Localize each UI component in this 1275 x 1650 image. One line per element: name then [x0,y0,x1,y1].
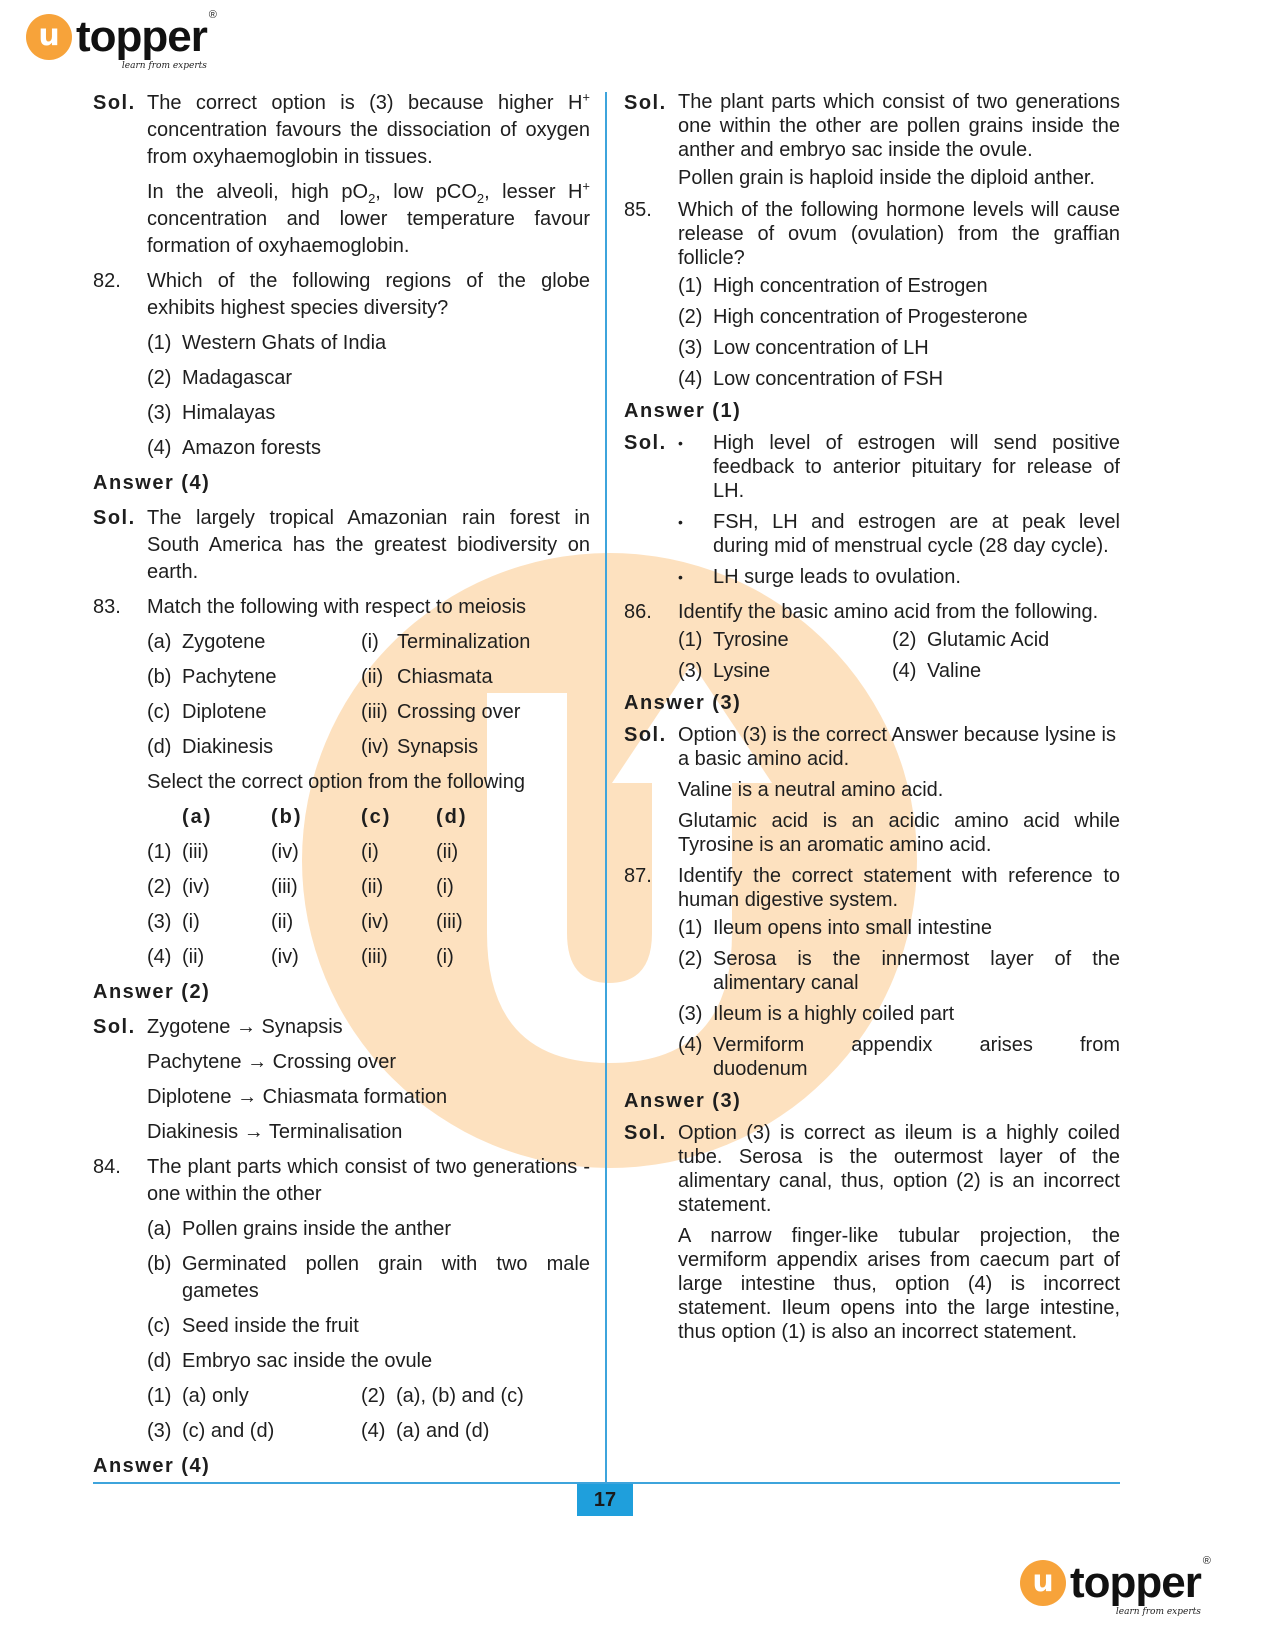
table-cell: (iii) [436,911,463,933]
items-84 [93,1216,590,1445]
option-number: (4) [678,368,703,390]
item-text: Germinated pollen grain with two male gametes [182,1253,590,1302]
logo-tagline: learn from experts [1115,1607,1201,1617]
question-82 [93,268,590,322]
item-label: (a) [147,1218,172,1240]
table-cell: (2) [147,876,172,898]
item-text: Pollen grains inside the anther [182,1218,452,1240]
match-left-label: (b) [147,666,172,688]
table-cell: (i) [436,946,454,968]
answer-86: Answer (3) [624,692,742,714]
option [678,367,1120,391]
item [147,1313,590,1340]
match-left-text: Pachytene [182,666,277,688]
item [147,1251,590,1305]
stage-event: Chiasmata formation [262,1086,448,1108]
option-text: High concentration of Estrogen [713,275,988,297]
sol-label: Sol. [624,724,667,746]
option-number: (2) [678,948,703,970]
option-number: (1) [147,1385,172,1407]
item-text: Embryo sac inside the ovule [182,1350,433,1372]
sol-paragraph: Valine is a neutral amino acid. [678,779,944,801]
option-text: Tyrosine [713,629,789,651]
sol-text-part: , lesser H [484,181,583,203]
logo-u-icon: u [1020,1560,1066,1606]
match-right-text: Crossing over [397,701,521,723]
superscript: + [582,89,590,105]
table-cell: (ii) [361,876,384,898]
sol-label: Sol. [624,432,667,454]
question-85 [624,198,1120,270]
solution-86 [624,723,1120,771]
sol-label: Sol. [624,1122,667,1144]
question-number: 87. [624,865,652,887]
question-number: 84. [93,1156,121,1178]
table-row [147,874,590,901]
option-number: (2) [678,306,703,328]
superscript: + [582,178,590,194]
logo-wordmark [76,9,217,71]
sol-text: The plant parts which consist of two generations one within the other are pollen grains inside the anther and embryo sac inside the ovule. [678,91,1120,161]
question-number: 85. [624,199,652,221]
match-right-label: (i) [361,631,379,653]
option-text: (c) and (d) [182,1420,275,1442]
question-83 [93,594,590,621]
match-left-label: (c) [147,701,171,723]
solution-85 [624,431,1120,596]
option-text: Serosa is the innermost layer of the alimentary canal [713,948,1120,994]
question-text: Which of the following regions of the globe exhibits highest species diversity? [147,270,590,319]
table-cell: (iii) [182,841,209,863]
question-text: The plant parts which consist of two generations - one within the other [147,1156,590,1205]
bullet-item [678,565,1120,589]
option-number: (1) [678,917,703,939]
sol-text-part: concentration favours the dissociation of oxygen from oxyhaemoglobin in tissues. [147,119,590,168]
option-number: (3) [678,337,703,359]
option-text: Madagascar [182,367,293,389]
option-number: (4) [678,1034,703,1056]
bullet-text: High level of estrogen will send positive feedback to anterior pituitary for release of LH. [713,432,1120,502]
answer-82: Answer (4) [93,472,211,494]
match-left-text: Zygotene [182,631,266,653]
option [892,628,1120,652]
bullet-text: LH surge leads to ovulation. [713,566,961,588]
question-number: 83. [93,596,121,618]
sol-label: Sol. [624,92,667,114]
table-cell: (ii) [182,946,205,968]
sol-text: The largely tropical Amazonian rain forest in South America has the greatest biodiversity on earth. [147,507,590,583]
stage-event: Terminalisation [268,1121,403,1143]
option [678,274,1120,298]
table-cell: (ii) [271,911,294,933]
table-header-cell: (d) [436,806,468,828]
match-row [147,734,590,761]
option-pair [147,1383,590,1410]
options-87 [624,916,1120,1081]
option-text: (a) only [182,1385,249,1407]
question-text: Identify the basic amino acid from the following. [678,601,1099,623]
table-cell: (iv) [271,841,299,863]
option-number: (2) [147,367,172,389]
logo-name: topper [76,12,207,61]
table-cell: (iii) [361,946,388,968]
option [147,365,590,392]
item [147,1348,590,1375]
option-number: (1) [147,332,172,354]
match-right-text: Terminalization [397,631,531,653]
table-header-cell: (c) [361,806,392,828]
question-text: Match the following with respect to meiosis [147,596,527,618]
table-header-cell: (b) [271,806,303,828]
logo-tagline: learn from experts [121,61,207,71]
arrow-icon: → [247,1051,268,1073]
match-left-text: Diplotene [182,701,267,723]
table-cell: (iv) [271,946,299,968]
bullet-icon: • [678,514,683,530]
sol-paragraph [93,179,590,260]
solution-83 [93,1014,590,1041]
option-number: (4) [147,437,172,459]
sol-paragraph: A narrow finger-like tubular projection, the vermiform appendix arises from caecum part of large intestine thus, option (4) is incorrect statement. Ileum opens into the large intestine, thus option (1) is also an incorrect statement. [678,1225,1120,1343]
match-right-label: (iii) [361,701,388,723]
option [678,336,1120,360]
option-text: Ileum opens into small intestine [713,917,993,939]
table-cell: (ii) [436,841,459,863]
item-label: (d) [147,1350,172,1372]
sol-line [147,1014,590,1041]
option-text: High concentration of Progesterone [713,306,1028,328]
option [147,1383,361,1410]
option [361,1383,590,1410]
select-instruction: Select the correct option from the following [147,771,525,793]
stage-event: Synapsis [261,1016,343,1038]
option-number: (2) [361,1385,386,1407]
solution-84 [624,90,1120,162]
sol-label: Sol. [93,1016,136,1038]
sol-text-part: In the alveoli, high pO [147,181,369,203]
question-number: 82. [93,270,121,292]
option [678,628,892,652]
option-text: (a), (b) and (c) [396,1385,524,1407]
option-number: (4) [361,1420,386,1442]
table-cell: (i) [436,876,454,898]
table-header-cell: (a) [182,806,213,828]
match-right-label: (iv) [361,736,389,758]
option-text: Lysine [713,660,771,682]
logo-wordmark [1070,1555,1211,1617]
arrow-icon: → [237,1086,258,1108]
sol-text: Option (3) is correct as ileum is a highly coiled tube. Serosa is the outermost layer of the alimentary canal, thus, option (2) is an incorrect statement. [678,1122,1120,1216]
bullet-text: FSH, LH and estrogen are at peak level during mid of menstrual cycle (28 day cycle). [713,511,1120,557]
brand-logo-top [26,9,217,71]
options-85 [624,274,1120,391]
sol-bullets [678,431,1120,596]
sol-text: Option (3) is the correct Answer because lysine is a basic amino acid. [678,724,1116,770]
options-82 [93,330,590,462]
table-row [147,944,590,971]
option-number: (3) [678,660,703,682]
sol-line [93,1049,590,1076]
option [678,659,892,683]
option-text: Glutamic Acid [927,629,1050,651]
option-text: Low concentration of FSH [713,368,944,390]
table-cell: (iii) [271,876,298,898]
option-text: Ileum is a highly coiled part [713,1003,955,1025]
answer-84: Answer (4) [93,1455,211,1477]
table-cell: (1) [147,841,172,863]
option-number: (1) [678,275,703,297]
sol-text-part: The correct option is (3) because higher H [147,92,583,114]
table-row [147,839,590,866]
table-cell: (iv) [361,911,389,933]
option [892,659,1120,683]
bullet-item [678,510,1120,558]
sol-text-part: concentration and lower temperature favour formation of oxyhaemoglobin. [147,208,590,257]
option-text: Low concentration of LH [713,337,929,359]
option [147,435,590,462]
logo-registered-mark: ® [208,9,217,21]
question-84 [93,1154,590,1208]
answer-83: Answer (2) [93,981,211,1003]
option-number: (4) [892,660,917,682]
option [147,1418,361,1445]
brand-logo-bottom [1020,1555,1211,1617]
right-column [624,90,1120,1352]
option [678,1033,1120,1081]
table-row [147,909,590,936]
stage-name: Diakinesis [147,1121,239,1143]
match-right-text: Chiasmata [397,666,493,688]
option-number: (3) [147,1420,172,1442]
subscript: 2 [368,191,376,206]
item [147,1216,590,1243]
option-number: (2) [892,629,917,651]
sol-text [147,90,590,171]
option-text: (a) and (d) [396,1420,490,1442]
option [678,916,1120,940]
option [147,330,590,357]
bullet-item [678,431,1120,503]
table-cell: (4) [147,946,172,968]
option-number: (3) [147,402,172,424]
sol-text-part: , low pCO [375,181,477,203]
option-pair [678,628,1120,652]
match-left-label: (a) [147,631,172,653]
stage-name: Pachytene [147,1051,242,1073]
bullet-icon: • [678,435,683,451]
stage-name: Diplotene [147,1086,232,1108]
option-pair [147,1418,590,1445]
solution-81 [93,90,590,171]
item-label: (b) [147,1253,172,1275]
question-text: Identify the correct statement with reference to human digestive system. [678,865,1120,911]
solution-82 [93,505,590,586]
page-number: 17 [577,1484,633,1516]
option [361,1418,590,1445]
question-text: Which of the following hormone levels will cause release of ovum (ovulation) from the graffian follicle? [678,199,1120,269]
answer-85: Answer (1) [624,400,742,422]
match-row [147,664,590,691]
item-label: (c) [147,1315,171,1337]
match-list-83 [93,629,590,971]
options-86 [624,628,1120,683]
column-divider [605,92,607,1514]
arrow-icon: → [243,1121,264,1143]
stage-name: Zygotene [147,1016,231,1038]
table-cell: (3) [147,911,172,933]
sol-line [93,1119,590,1146]
option-text: Western Ghats of India [182,332,387,354]
question-87 [624,864,1120,912]
option-text: Amazon forests [182,437,321,459]
solution-87 [624,1121,1120,1217]
option-number: (1) [678,629,703,651]
logo-u-icon: u [26,14,72,60]
arrow-icon: → [235,1016,256,1038]
left-column [93,90,590,1488]
option [678,305,1120,329]
option [147,400,590,427]
match-left-text: Diakinesis [182,736,274,758]
sol-label: Sol. [93,507,136,529]
sol-paragraph: Pollen grain is haploid inside the diploid anther. [678,167,1095,189]
option [678,947,1120,995]
sol-label: Sol. [93,92,136,114]
option-text: Himalayas [182,402,276,424]
question-number: 86. [624,601,652,623]
subscript: 2 [476,191,485,206]
match-right-label: (ii) [361,666,384,688]
sol-line [93,1084,590,1111]
option-text: Valine [927,660,982,682]
answer-table-header [147,804,590,831]
stage-event: Crossing over [272,1051,397,1073]
option [678,1002,1120,1026]
sol-paragraph: Glutamic acid is an acidic amino acid while Tyrosine is an aromatic amino acid. [678,810,1120,856]
option-text: Vermiform appendix arises from duodenum [713,1034,1120,1080]
table-cell: (iv) [182,876,210,898]
match-row [147,699,590,726]
option-pair [678,659,1120,683]
item-text: Seed inside the fruit [182,1315,359,1337]
table-cell: (i) [182,911,200,933]
bullet-icon: • [678,569,683,585]
match-left-label: (d) [147,736,172,758]
logo-registered-mark: ® [1202,1555,1211,1567]
question-86 [624,600,1120,624]
logo-name: topper [1070,1558,1201,1607]
match-right-text: Synapsis [397,736,479,758]
table-cell: (i) [361,841,379,863]
match-row [147,629,590,656]
option-number: (3) [678,1003,703,1025]
answer-87: Answer (3) [624,1090,742,1112]
